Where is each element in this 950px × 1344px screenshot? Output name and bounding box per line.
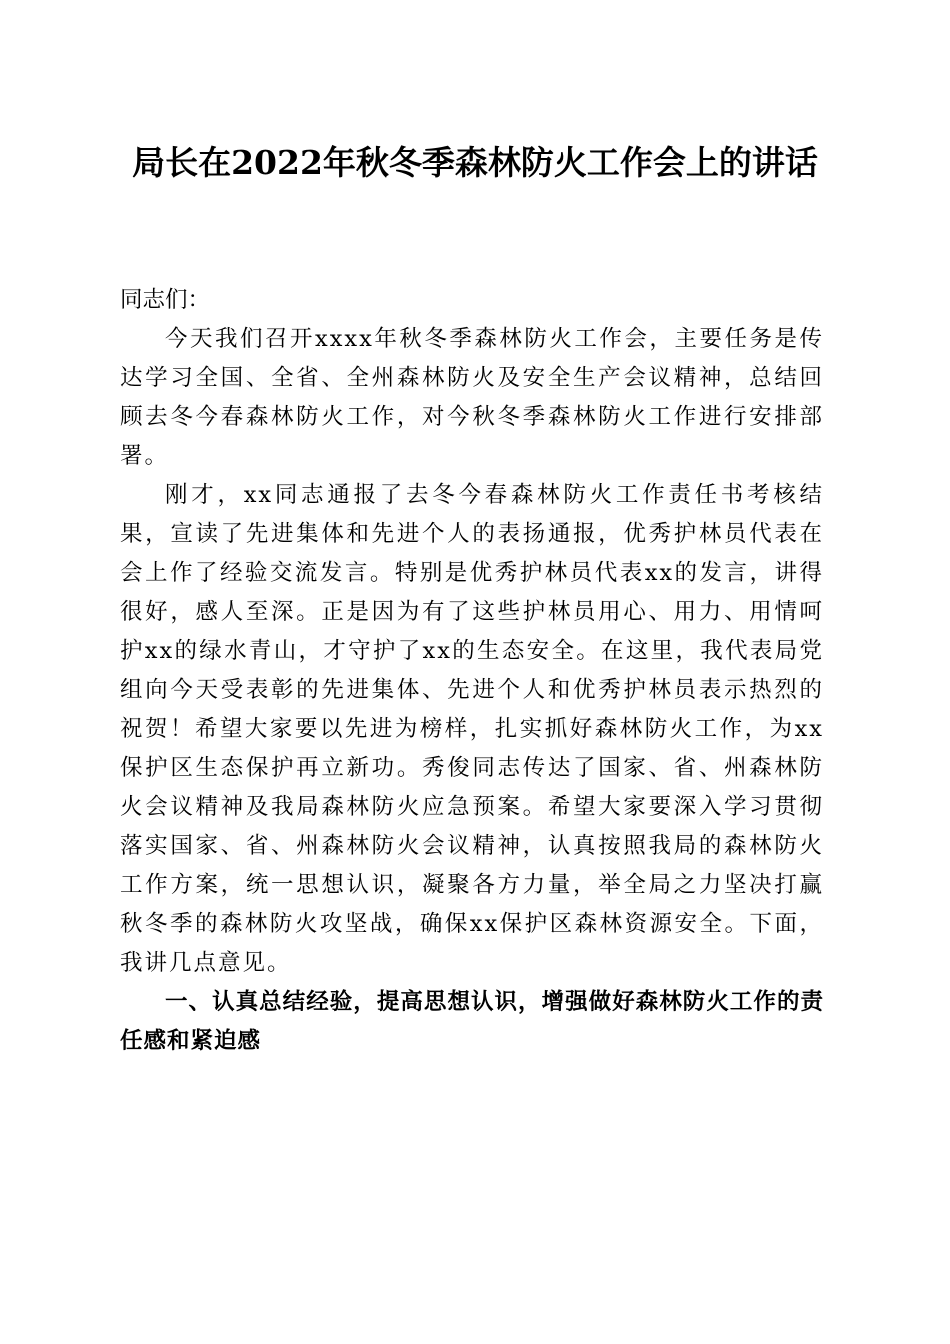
document-body bbox=[120, 281, 824, 1061]
paragraph-intro: 今天我们召开xxxx年秋冬季森林防火工作会，主要任务是传达学习全国、全省、全州森林防火及安全生产会议精神，总结回顾去冬今春森林防火工作，对今秋冬季森林防火工作进行安排部署。 bbox=[120, 326, 824, 469]
section-heading: 一、认真总结经验，提高思想认识，增强做好森林防火工作的责任感和紧迫感 bbox=[120, 989, 824, 1054]
paragraph-review: 刚才，xx同志通报了去冬今春森林防火工作责任书考核结果，宣读了先进集体和先进个人的表扬通报，优秀护林员代表在会上作了经验交流发言。特别是优秀护林员代表xx的发言，讲得很好，感人至深。正是因为有了这些护林员用心、用力、用情呵护xx的绿水青山，才守护了xx的生态安全。在这里，我代表局党组向今天受表彰的先进集体、先进个人和优秀护林员表示热烈的祝贺！希望大家要以先进为榜样，扎实抓好森林防火工作，为xx保护区生态保护再立新功。秀俊同志传达了国家、省、州森林防火会议精神及我局森林防火应急预案。希望大家要深入学习贯彻落实国家、省、州森林防火会议精神，认真按照我局的森林防火工作方案，统一思想认识，凝聚各方力量，举全局之力坚决打赢秋冬季的森林防火攻坚战，确保xx保护区森林资源安全。下面，我讲几点意见。 bbox=[120, 482, 824, 976]
salutation: 同志们： bbox=[120, 287, 211, 313]
document-title: 局长在2022年秋冬季森林防火工作会上的讲话 bbox=[132, 143, 818, 182]
